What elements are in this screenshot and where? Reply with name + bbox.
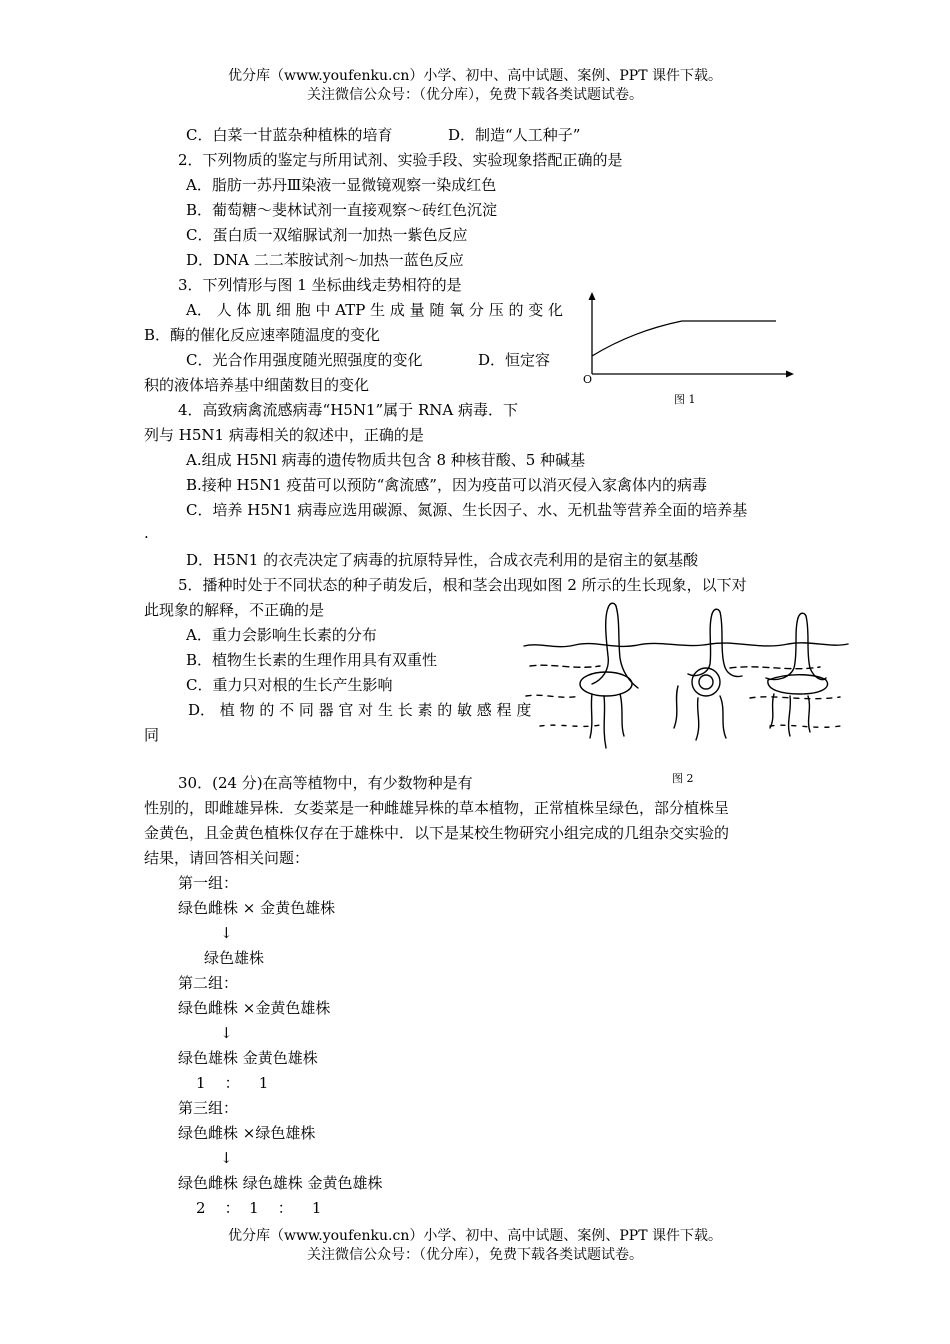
- seedling-1-seed: [580, 672, 632, 696]
- seedling-3-tip: [798, 613, 806, 618]
- seedling-2-seed-inner: [699, 675, 713, 689]
- group-1-cross: 绿色雌株 × 金黄色雄株: [178, 899, 336, 917]
- seedling-2-root-1: [674, 686, 678, 728]
- soil-line-2: [530, 665, 820, 668]
- q4-option-b: B.接种 H5N1 疫苗可以预防“禽流感”，因为疫苗可以消灭侵入家禽体内的病毒: [186, 476, 707, 494]
- q30-stem-line-1: 30．(24 分)在高等植物中，有少数物种是有: [178, 774, 473, 792]
- group-2-cross: 绿色雌株 ×金黄色雄株: [178, 999, 331, 1017]
- q3-option-b: B．酶的催化反应速率随温度的变化: [144, 326, 381, 344]
- seedling-1-root-3: [620, 694, 624, 736]
- q1-option-d: D．制造“人工种子”: [448, 126, 581, 144]
- soil-line-1: [524, 643, 848, 647]
- seedling-2-root-3: [720, 696, 726, 738]
- q2-option-b: B．葡萄糖～斐林试剂一直接观察～砖红色沉淀: [186, 201, 498, 219]
- q4-stem-line-1: 4．高致病禽流感病毒“H5N1”属于 RNA 病毒．下: [178, 401, 518, 419]
- x-axis-arrow: [786, 371, 794, 378]
- group-2-arrow: ↓: [220, 1024, 233, 1042]
- q3-option-d-part1: D．恒定容: [478, 351, 551, 369]
- seedling-2-root-2: [696, 698, 699, 740]
- soil-line-4: [540, 725, 840, 727]
- figure-1-graph: [578, 290, 802, 390]
- seedling-1-root-1: [590, 694, 592, 738]
- footer-line-2: 关注微信公众号：（优分库），免费下载各类试题试卷。: [307, 1247, 643, 1263]
- q3-option-a: A． 人 体 肌 细 胞 中 ATP 生 成 量 随 氧 分 压 的 变 化: [186, 301, 564, 319]
- q3-option-d-part2: 积的液体培养基中细菌数目的变化: [144, 376, 370, 394]
- group-2-title: 第二组：: [178, 974, 239, 992]
- figure-2-seedlings: [520, 598, 852, 760]
- q4-option-a: A.组成 H5Nl 病毒的遗传物质共包含 8 种核苷酸、5 种碱基: [186, 451, 586, 469]
- seedling-3-root-3: [808, 696, 810, 732]
- q4-option-c-dot: .: [144, 524, 149, 542]
- seedling-1-shoot-outer: [616, 606, 638, 688]
- q5-option-a: A．重力会影响生长素的分布: [186, 626, 377, 644]
- soil-line-3: [526, 695, 840, 698]
- seedling-1-tip: [608, 603, 616, 608]
- group-1-title: 第一组：: [178, 874, 239, 892]
- group-1-arrow: ↓: [220, 924, 233, 942]
- group-3-cross: 绿色雌株 ×绿色雄株: [178, 1124, 316, 1142]
- seedling-3-root-1: [770, 694, 774, 728]
- q4-option-d: D．H5N1 的衣壳决定了病毒的抗原特异性，合成衣壳利用的是宿主的氨基酸: [186, 551, 699, 569]
- seedling-1-root-2: [604, 696, 606, 748]
- q5-stem-line-1: 5．播种时处于不同状态的种子萌发后，根和茎会出现如图 2 所示的生长现象，以下对: [178, 576, 747, 594]
- group-3-ratio: 2 ： 1 ： 1: [196, 1199, 322, 1217]
- figure-1-caption: 图 1: [674, 393, 696, 406]
- footer-line-1: 优分库（www.youfenku.cn）小学、初中、高中试题、案例、PPT 课件下载。: [227, 1228, 722, 1244]
- y-axis-arrow: [589, 292, 596, 300]
- q2-option-a: A．脂肪一苏丹Ⅲ染液一显微镜观察一染成红色: [186, 176, 497, 194]
- group-3-result: 绿色雌株 绿色雄株 金黄色雄株: [178, 1174, 383, 1192]
- q2-stem: 2．下列物质的鉴定与所用试剂、实验手段、实验现象搭配正确的是: [178, 151, 623, 169]
- header-line-2: 关注微信公众号：（优分库），免费下载各类试题试卷。: [307, 87, 643, 103]
- q5-stem-line-2: 此现象的解释，不正确的是: [144, 601, 325, 619]
- q30-stem-line-4: 结果，请回答相关问题：: [144, 849, 310, 867]
- q2-option-d: D．DNA 二二苯胺试剂～加热一蓝色反应: [186, 251, 464, 269]
- seedling-3-seed: [768, 675, 828, 694]
- q5-option-d-part2: 同: [144, 726, 160, 744]
- seedling-2-tip: [712, 609, 720, 614]
- seedling-3-root-2: [789, 696, 791, 736]
- figure-1-origin: O: [583, 373, 593, 386]
- q2-option-c: C．蛋白质一双缩脲试剂一加热一紫色反应: [186, 226, 468, 244]
- q5-option-d-part1: D． 植 物 的 不 同 器 官 对 生 长 素 的 敏 感 程 度: [188, 701, 532, 719]
- group-3-arrow: ↓: [220, 1149, 233, 1167]
- group-1-result: 绿色雄株: [204, 949, 265, 967]
- q3-option-c: C．光合作用强度随光照强度的变化: [186, 351, 423, 369]
- q4-stem-line-2: 列与 H5N1 病毒相关的叙述中，正确的是: [144, 426, 424, 444]
- figure-1-curve: [592, 321, 776, 356]
- q30-stem-line-3: 金黄色，且金黄色植株仅存在于雄株中．以下是某校生物研究小组完成的几组杂交实验的: [144, 824, 730, 842]
- group-3-title: 第三组：: [178, 1099, 239, 1117]
- q3-stem: 3．下列情形与图 1 坐标曲线走势相符的是: [178, 276, 462, 294]
- q1-option-c: C．白菜一甘蓝杂种植株的培育: [186, 126, 393, 144]
- q5-option-c: C．重力只对根的生长产生影响: [186, 676, 393, 694]
- q30-stem-line-2: 性别的，即雌雄异株．女娄菜是一种雌雄异株的草本植物，正常植株呈绿色，部分植株呈: [144, 799, 730, 817]
- group-2-ratio: 1 ： 1: [196, 1074, 269, 1092]
- q5-option-b: B．植物生长素的生理作用具有双重性: [186, 651, 438, 669]
- figure-2-caption: 图 2: [672, 772, 694, 785]
- group-2-result: 绿色雄株 金黄色雄株: [178, 1049, 318, 1067]
- header-line-1: 优分库（www.youfenku.cn）小学、初中、高中试题、案例、PPT 课件下载。: [227, 68, 722, 84]
- seedling-3-shoot: [766, 618, 798, 680]
- q4-option-c: C．培养 H5N1 病毒应选用碳源、氮源、生长因子、水、无机盐等营养全面的培养基: [186, 501, 748, 519]
- seedling-3-shoot-outer: [806, 616, 826, 680]
